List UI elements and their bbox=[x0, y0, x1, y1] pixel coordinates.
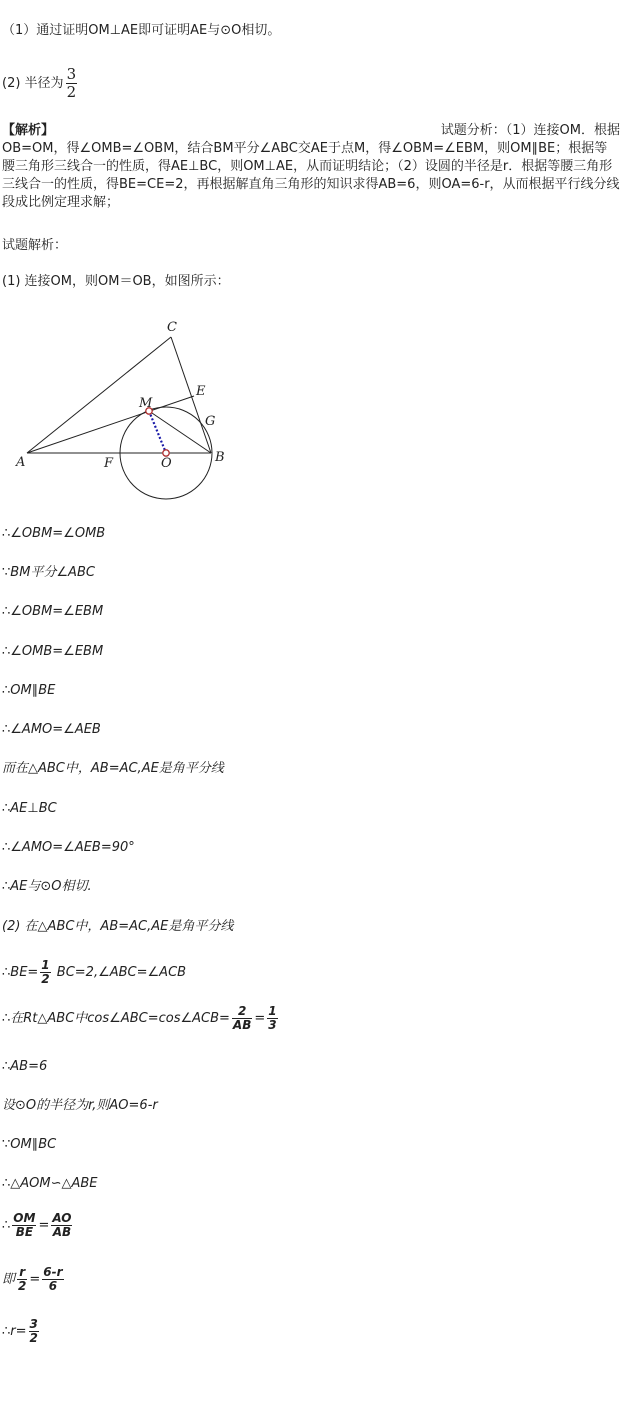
step-line-cos: ∴在Rt△ABC中cos∠ABC=cos∠ACB= $\frac{2}{AB}$ = $\frac{1}{3}$ bbox=[2, 1004, 277, 1032]
label-f: F bbox=[104, 456, 114, 471]
step-line-equation: 即 $\frac{r}{2}$ = $\frac{6-r}{6}$ bbox=[2, 1265, 63, 1293]
fraction-om-be: $\frac{OM}{BE}$ bbox=[13, 1211, 36, 1239]
fraction-2-ab: $\frac{2}{AB}$ bbox=[232, 1004, 252, 1032]
step-line: 设⊙O的半径为r,则AO=6-r bbox=[2, 1098, 158, 1113]
step-line: ∴AE与⊙O相切. bbox=[2, 879, 92, 894]
step-line: ∴∠OBM=∠EBM bbox=[2, 604, 104, 619]
radius-fraction: $\frac{3}{2}$ bbox=[66, 65, 77, 101]
label-c: C bbox=[167, 320, 177, 335]
step-line: ∴∠AMO=∠AEB=90° bbox=[2, 840, 135, 855]
fraction-half: $\frac{1}{2}$ bbox=[41, 958, 50, 986]
answer-part2 bbox=[2, 66, 79, 101]
fraction-1-3: $\frac{1}{3}$ bbox=[268, 1004, 277, 1032]
step-line: ∴AB=6 bbox=[2, 1059, 48, 1074]
step-line: ∴OM∥BE bbox=[2, 683, 56, 698]
segment-ac bbox=[27, 337, 171, 453]
fraction-3-2: $\frac{3}{2}$ bbox=[29, 1317, 38, 1345]
step-line: ∴AE⊥BC bbox=[2, 801, 57, 816]
step-line: (2) 在△ABC中，AB=AC,AE是角平分线 bbox=[2, 919, 234, 934]
analysis-intro: 试题分析：（1）连接OM．根据 bbox=[440, 123, 620, 138]
step-line: ∴∠OMB=∠EBM bbox=[2, 644, 104, 659]
geometry-figure bbox=[0, 310, 250, 505]
fraction-6r-6: $\frac{6-r}{6}$ bbox=[43, 1265, 63, 1293]
step-line: ∴△AOM∽△ABE bbox=[2, 1176, 98, 1191]
analysis-body: OB=OM，得∠OMB=∠OBM，结合BM平分∠ABC交AE于点M，得∠OBM=∠EBM，则OM∥BE；根据等腰三角形三线合一的性质，得AE⊥BC，则OM⊥AE，从而证明结论；（2）设圆的半径是r．根据等腰三角形三线合一的性质，得BE=CE=2，再根据解直角三角形的知识求得AB=6，则OA=6-r，从而根据平行线分线段成比例定理求解； bbox=[2, 141, 620, 210]
step-line: 而在△ABC中，AB=AC,AE是角平分线 bbox=[2, 761, 224, 776]
step-line-ratio: ∴ $\frac{OM}{BE}$ = $\frac{AO}{AB}$ bbox=[2, 1211, 72, 1239]
label-m: M bbox=[139, 396, 153, 411]
analysis-heading: 【解析】 bbox=[2, 123, 55, 138]
analysis-section bbox=[2, 122, 620, 212]
step-line: ∴∠OBM=∠OMB bbox=[2, 526, 106, 541]
label-g: G bbox=[205, 414, 216, 429]
part1-intro: (1) 连接OM，则OM＝OB，如图所示： bbox=[2, 274, 230, 289]
answer-part2-prefix: (2) 半径为 bbox=[2, 76, 64, 91]
segment-mb bbox=[149, 411, 211, 453]
step-line-result: ∴r= $\frac{3}{2}$ bbox=[2, 1317, 38, 1345]
fraction-r-2: $\frac{r}{2}$ bbox=[18, 1265, 27, 1293]
label-a: A bbox=[16, 455, 26, 470]
step-line: ∴∠AMO=∠AEB bbox=[2, 722, 101, 737]
solution-heading: 试题解析： bbox=[2, 238, 68, 253]
label-e: E bbox=[196, 384, 206, 399]
fraction-ao-ab: $\frac{AO}{AB}$ bbox=[52, 1211, 72, 1239]
step-line: ∵BM平分∠ABC bbox=[2, 565, 95, 580]
step-line: ∵OM∥BC bbox=[2, 1137, 57, 1152]
label-b: B bbox=[215, 450, 225, 465]
step-line-be: ∴BE= $\frac{1}{2}$ BC=2,∠ABC=∠ACB bbox=[2, 958, 187, 986]
answer-part1: （1）通过证明OM⊥AE即可证明AE与⊙O相切。 bbox=[2, 23, 281, 38]
label-o: O bbox=[161, 456, 172, 471]
